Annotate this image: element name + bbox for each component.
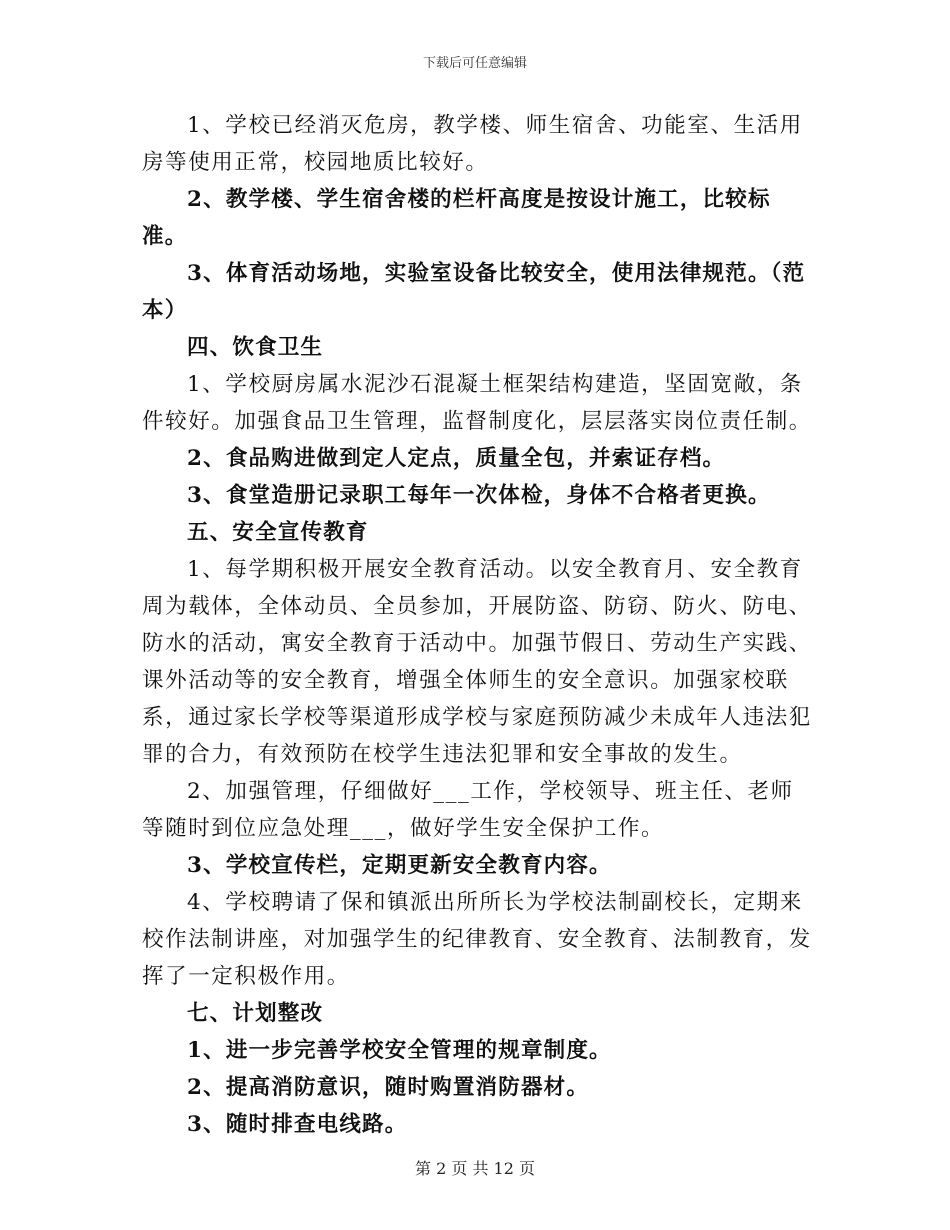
paragraph: 1、进一步完善学校安全管理的规章制度。 — [187, 1038, 612, 1063]
page-header: 下载后可任意编辑 — [422, 56, 527, 71]
paragraph: 1、学校厨房属水泥沙石混凝土框架结构建造，坚固宽敞，条件较好。加强食品卫生管理，监督制度化，层层落实岗位责任制。 — [142, 372, 812, 434]
paragraph: 2、教学楼、学生宿舍楼的栏杆高度是按设计施工，比较标准。 — [142, 187, 771, 249]
paragraph: 3、学校宣传栏，定期更新安全教育内容。 — [187, 853, 612, 878]
paragraph: 3、体育活动场地，实验室设备比较安全，使用法律规范。（范本） — [142, 261, 806, 323]
section-heading: 四、饮食卫生 — [187, 335, 324, 360]
section-heading: 五、安全宣传教育 — [187, 520, 369, 545]
paragraph: 1、学校已经消灭危房，教学楼、师生宿舍、功能室、生活用房等使用正常，校园地质比较好。 — [142, 113, 803, 175]
section-heading: 七、计划整改 — [187, 1001, 324, 1026]
paragraph: 4、学校聘请了保和镇派出所所长为学校法制副校长，定期来校作法制讲座，对加强学生的纪律教育、安全教育、法制教育，发挥了一定积极作用。 — [142, 890, 812, 989]
paragraph: 2、食品购进做到定人定点，质量全包，并索证存档。 — [187, 446, 726, 471]
paragraph: 3、随时排查电线路。 — [187, 1112, 408, 1137]
paragraph: 1、每学期积极开展安全教育活动。以安全教育月、安全教育周为载体，全体动员、全员参加，开展防盗、防窃、防火、防电、防水的活动，寓安全教育于活动中。加强节假日、劳动生产实践、课外活动等的安全教育，增强全体师生的安全意识。加强家校联系，通过家长学校等渠道形成学校与家庭预防减少未成年人违法犯罪的合力，有效预防在校学生违法犯罪和安全事故的发生。 — [142, 557, 812, 767]
paragraph: 2、提高消防意识，随时购置消防器材。 — [187, 1075, 590, 1100]
paragraph: 2、加强管理，仔细做好___工作，学校领导、班主任、老师等随时到位应急处理___，做好学生安全保护工作。 — [142, 779, 794, 841]
paragraph: 3、食堂造册记录职工每年一次体检，身体不合格者更换。 — [187, 483, 771, 508]
document-body — [142, 107, 814, 1143]
page-footer: 第 2 页 共 12 页 — [415, 1159, 535, 1178]
